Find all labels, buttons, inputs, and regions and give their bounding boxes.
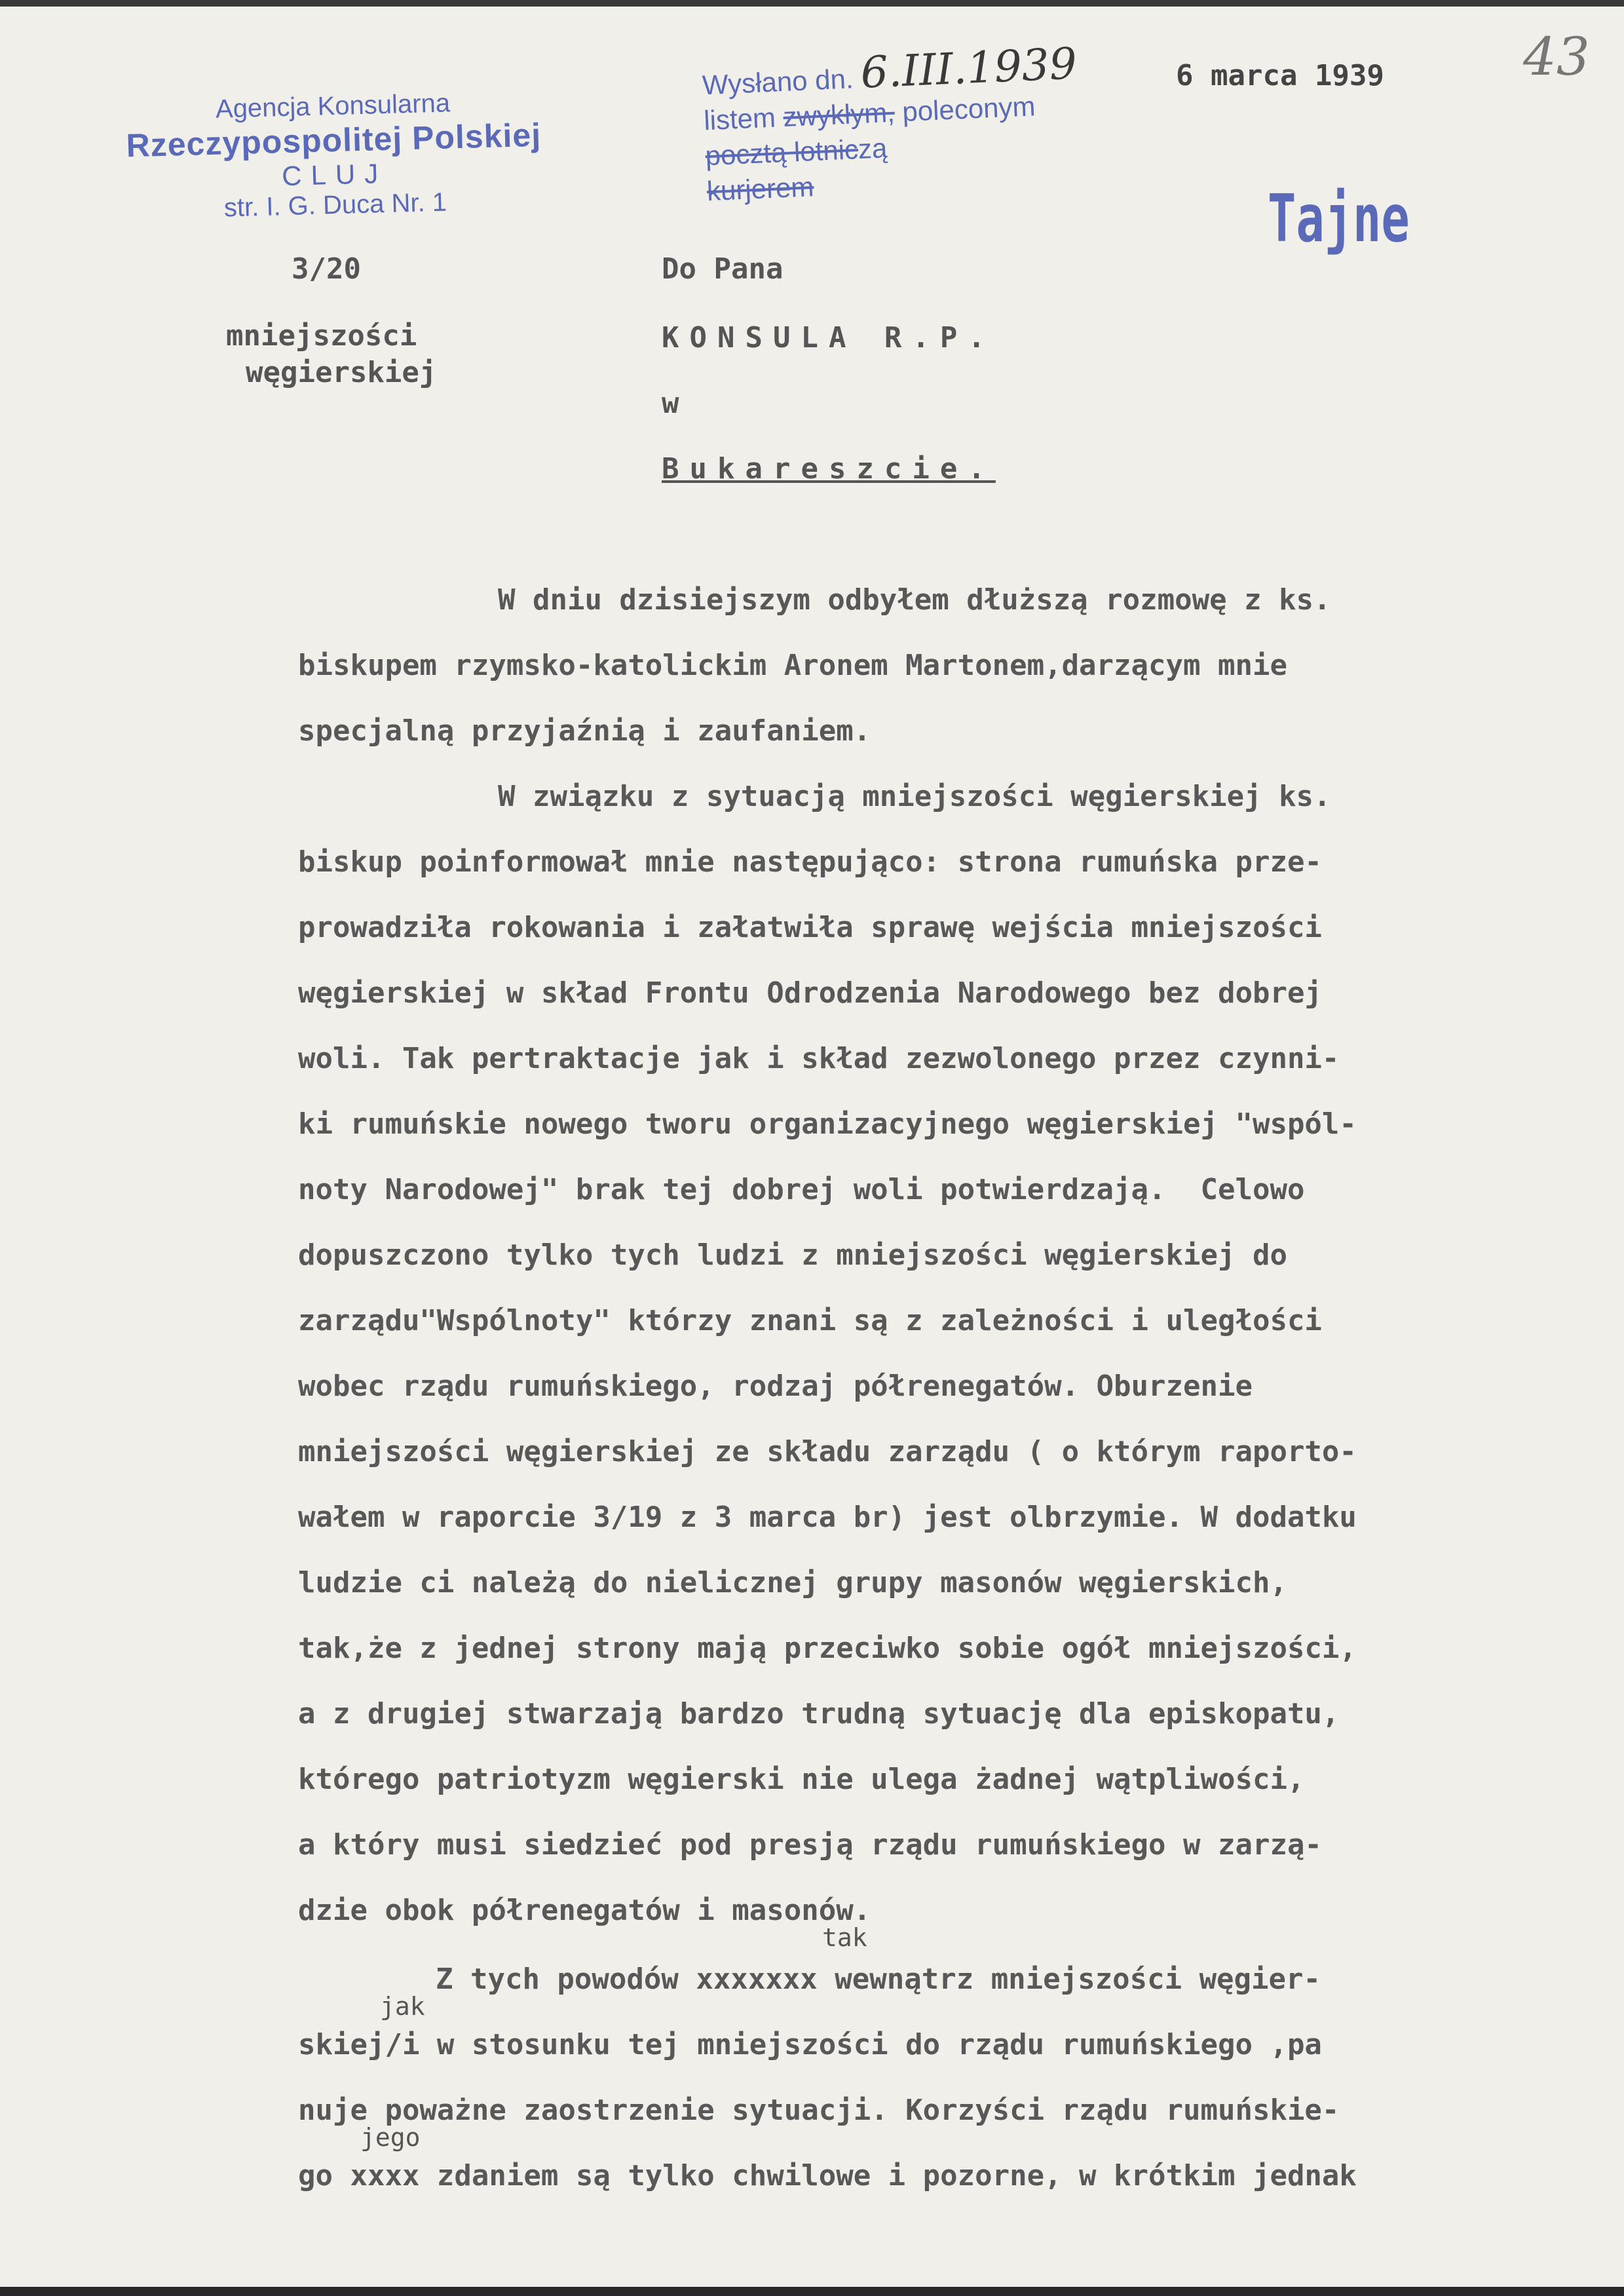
dispatch-method-airmail-suffix: zą [857,132,888,165]
dispatch-method-registered: poleconym [901,90,1036,128]
handwritten-dispatch-date: 6.III.1939 [859,38,1078,98]
letter-date: 6 marca 1939 [1176,59,1384,92]
addressee-preposition: w [662,387,679,420]
stamp-agency-line2: Rzeczypospolitej Polskiej [125,116,542,164]
body-line: wobec rządu rumuńskiego, rodzaj półrenegatów. Oburzenie [298,1369,1253,1403]
body-line: biskup poinformował mnie następująco: strona rumuńska prze- [298,845,1322,879]
addressee-city: Bukareszcie. [662,452,996,486]
body-line: go xxxx zdaniem są tylko chwilowe i pozorne, w krótkim jednak [298,2159,1357,2192]
body-line: Z tych powodów xxxxxxx wewnątrz mniejszości węgier- [436,1962,1321,1996]
dispatch-method-courier: kurjerem [706,171,815,207]
body-line: biskupem rzymsko-katolickim Aronem Martonem,darzącym mnie [298,649,1287,682]
body-line: mniejszości węgierskiej ze składu zarządu ( o którym raporto- [298,1435,1357,1468]
stamp-agency-line4: str. I. G. Duca Nr. 1 [223,187,447,223]
dispatch-method-airmail: pocztą lotnic [704,134,859,172]
stamp-agency-line1: Agencja Konsularna [215,88,451,124]
body-line: węgierskiej w skład Frontu Odrodzenia Narodowego bez dobrej [298,976,1322,1010]
subject-line-2: węgierskiej [246,356,437,389]
folio-number: 43 [1523,26,1590,87]
body-line: którego patriotyzm węgierski nie ulega żadnej wątpliwości, [298,1763,1305,1796]
body-line: woli. Tak pertraktacje jak i skład zezwolonego przez czynni- [298,1042,1340,1075]
body-line: specjalną przyjaźnią i zaufaniem. [298,714,871,748]
dispatch-method-ordinary: zwykłym, [782,96,896,132]
body-line: ludzie ci należą do nielicznej grupy masonów węgierskich, [298,1566,1287,1599]
consular-agency-stamp [117,86,552,225]
body-line: tak,że z jednej strony mają przeciwko sobie ogół mniejszości, [298,1632,1357,1665]
body-line: a który musi siedzieć pod presją rządu rumuńskiego w zarzą- [298,1828,1322,1862]
body-line: W związku z sytuacją mniejszości węgierskiej ks. [498,780,1331,813]
interlinear-correction-tak: tak [822,1923,867,1952]
interlinear-correction-jego: jego [360,2123,421,2152]
body-line: skiej/i w stosunku tej mniejszości do rządu rumuńskiego ,pa [298,2028,1322,2061]
body-line: noty Narodowej" brak tej dobrej woli potwierdzają. Celowo [298,1173,1305,1206]
subject-line-1: mniejszości [226,319,417,353]
body-line: a z drugiej stwarzają bardzo trudną sytuację dla episkopatu, [298,1697,1340,1731]
dispatch-stamp [701,38,1165,209]
reference-number: 3/20 [292,252,361,286]
body-line: ki rumuńskie nowego tworu organizacyjnego węgierskiej "wspól- [298,1107,1357,1141]
body-line: W dniu dzisiejszym odbyłem dłuższą rozmowę z ks. [498,583,1331,617]
body-line: dopuszczono tylko tych ludzi z mniejszości węgierskiej do [298,1238,1287,1272]
addressee-salutation: Do Pana [662,252,784,286]
dispatch-method-letter: listem [703,102,776,136]
classification-stamp: Tajne [1268,180,1410,257]
body-line: zarządu"Wspólnoty" którzy znani są z zależności i uległości [298,1304,1322,1337]
subject-line [226,318,436,391]
body-line: prowadziła rokowania i załatwiła sprawę wejścia mniejszości [298,911,1322,944]
body-line: dzie obok półrenegatów i masonów. [298,1894,871,1927]
interlinear-correction-jak: jak [380,1992,425,2021]
scan-bottom-edge [0,2287,1624,2296]
dispatch-label: Wysłano dn. [701,63,854,101]
body-line: nuje poważne zaostrzenie sytuacji. Korzyści rządu rumuńskie- [298,2094,1340,2127]
stamp-agency-line3: CLUJ [281,157,388,192]
body-line: wałem w raporcie 3/19 z 3 marca br) jest olbrzymie. W dodatku [298,1501,1357,1534]
addressee-title: KONSULA R.P. [662,321,996,354]
scan-top-edge [0,0,1624,7]
